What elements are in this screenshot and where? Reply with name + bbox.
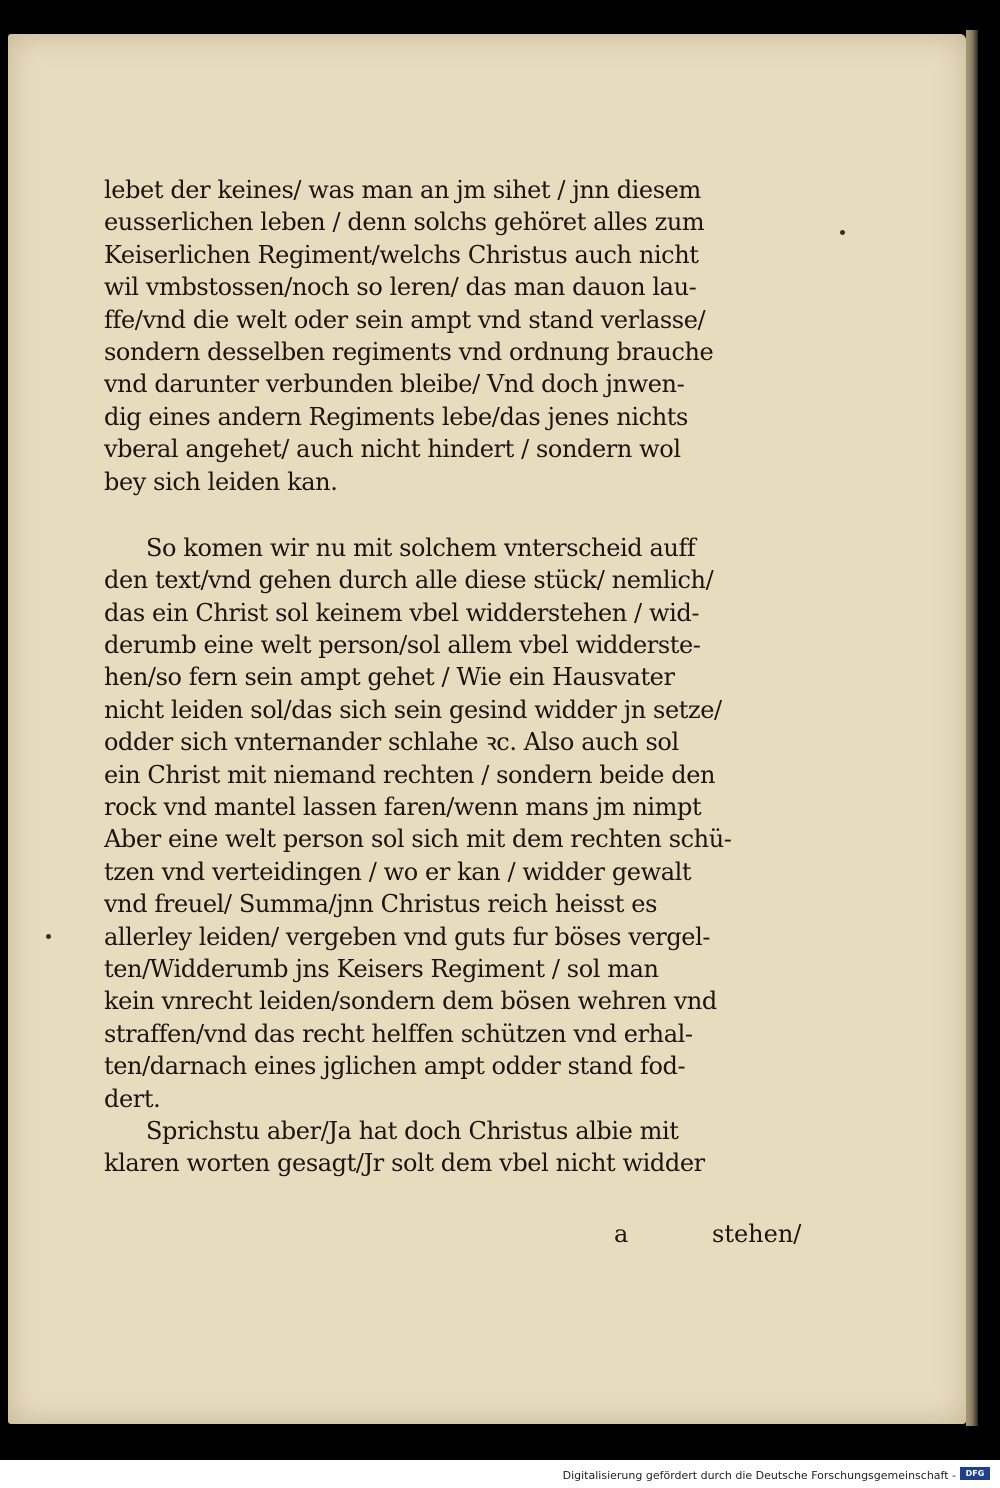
spine-shadow xyxy=(966,30,972,1426)
text-line: odder sich vnternander schlahe ꝛc. Also auch sol xyxy=(104,728,679,757)
footer-credit: Digitalisierung gefördert durch die Deutsche Forschungsgemeinschaft - xyxy=(562,1469,956,1482)
paragraph-2 xyxy=(104,532,810,1115)
text-line: hen/so fern sein ampt gehet / Wie ein Hausvater xyxy=(104,663,675,692)
book-spine-edge xyxy=(966,30,978,1426)
paragraph-gap xyxy=(104,498,810,532)
text-line: ffe/vnd die welt oder sein ampt vnd stand verlasse/ xyxy=(104,305,706,334)
text-line: sondern desselben regiments vnd ordnung brauche xyxy=(104,337,714,366)
text-line: bey sich leiden kan. xyxy=(104,467,338,496)
text-line: allerley leiden/ vergeben vnd guts fur böses vergel- xyxy=(104,922,711,951)
text-line: Aber eine welt person sol sich mit dem rechten schü- xyxy=(104,825,732,854)
digitization-footer xyxy=(0,1460,1000,1488)
text-line: vnd darunter verbunden bleibe/ Vnd doch jnwen- xyxy=(104,370,685,399)
catchword: stehen/ xyxy=(712,1220,802,1248)
text-line: ten/Widderumb jns Keisers Regiment / sol man xyxy=(104,954,659,983)
text-line: wil vmbstossen/noch so leren/ das man dauon lau- xyxy=(104,273,697,302)
text-line: eusserlichen leben / denn solchs gehöret alles zum xyxy=(104,208,705,237)
text-line: straffen/vnd das recht helffen schützen vnd erhal- xyxy=(104,1019,693,1048)
text-line: ein Christ mit niemand rechten / sondern beide den xyxy=(104,760,716,789)
page-text xyxy=(104,174,810,1180)
signature-mark: a xyxy=(614,1220,629,1248)
text-line: So komen wir nu mit solchem vnterscheid auff xyxy=(146,533,696,562)
text-line: den text/vnd gehen durch alle diese stück/ nemlich/ xyxy=(104,566,714,595)
text-line: das ein Christ sol keinem vbel widderstehen / wid- xyxy=(104,598,700,627)
text-line: nicht leiden sol/das sich sein gesind widder jn setze/ xyxy=(104,695,722,724)
text-line: vnd freuel/ Summa/jnn Christus reich heisst es xyxy=(104,890,657,919)
book-page xyxy=(8,34,966,1424)
ink-speck xyxy=(840,230,845,235)
text-line: dert. xyxy=(104,1084,161,1113)
text-line: klaren worten gesagt/Jr solt dem vbel nicht widder xyxy=(104,1149,705,1178)
text-line: Keiserlichen Regiment/welchs Christus auch nicht xyxy=(104,240,699,269)
paragraph-1 xyxy=(104,174,810,498)
paragraph-3 xyxy=(104,1115,810,1180)
text-line: vberal angehet/ auch nicht hindert / sondern wol xyxy=(104,435,681,464)
text-line: Sprichstu aber/Ja hat doch Christus albie mit xyxy=(146,1116,679,1145)
text-line: tzen vnd verteidingen / wo er kan / widder gewalt xyxy=(104,857,692,886)
ink-speck xyxy=(46,934,51,939)
dfg-logo: DFG xyxy=(960,1467,990,1480)
text-line: lebet der keines/ was man an jm sihet / jnn diesem xyxy=(104,176,701,204)
text-line: dig eines andern Regiments lebe/das jenes nichts xyxy=(104,402,688,431)
text-line: ten/darnach eines jglichen ampt odder stand fod- xyxy=(104,1052,686,1081)
page-footer-line xyxy=(104,1220,810,1254)
text-line: kein vnrecht leiden/sondern dem bösen wehren vnd xyxy=(104,987,717,1016)
text-line: rock vnd mantel lassen faren/wenn mans jm nimpt xyxy=(104,793,702,822)
text-line: derumb eine welt person/sol allem vbel widderste- xyxy=(104,631,701,660)
